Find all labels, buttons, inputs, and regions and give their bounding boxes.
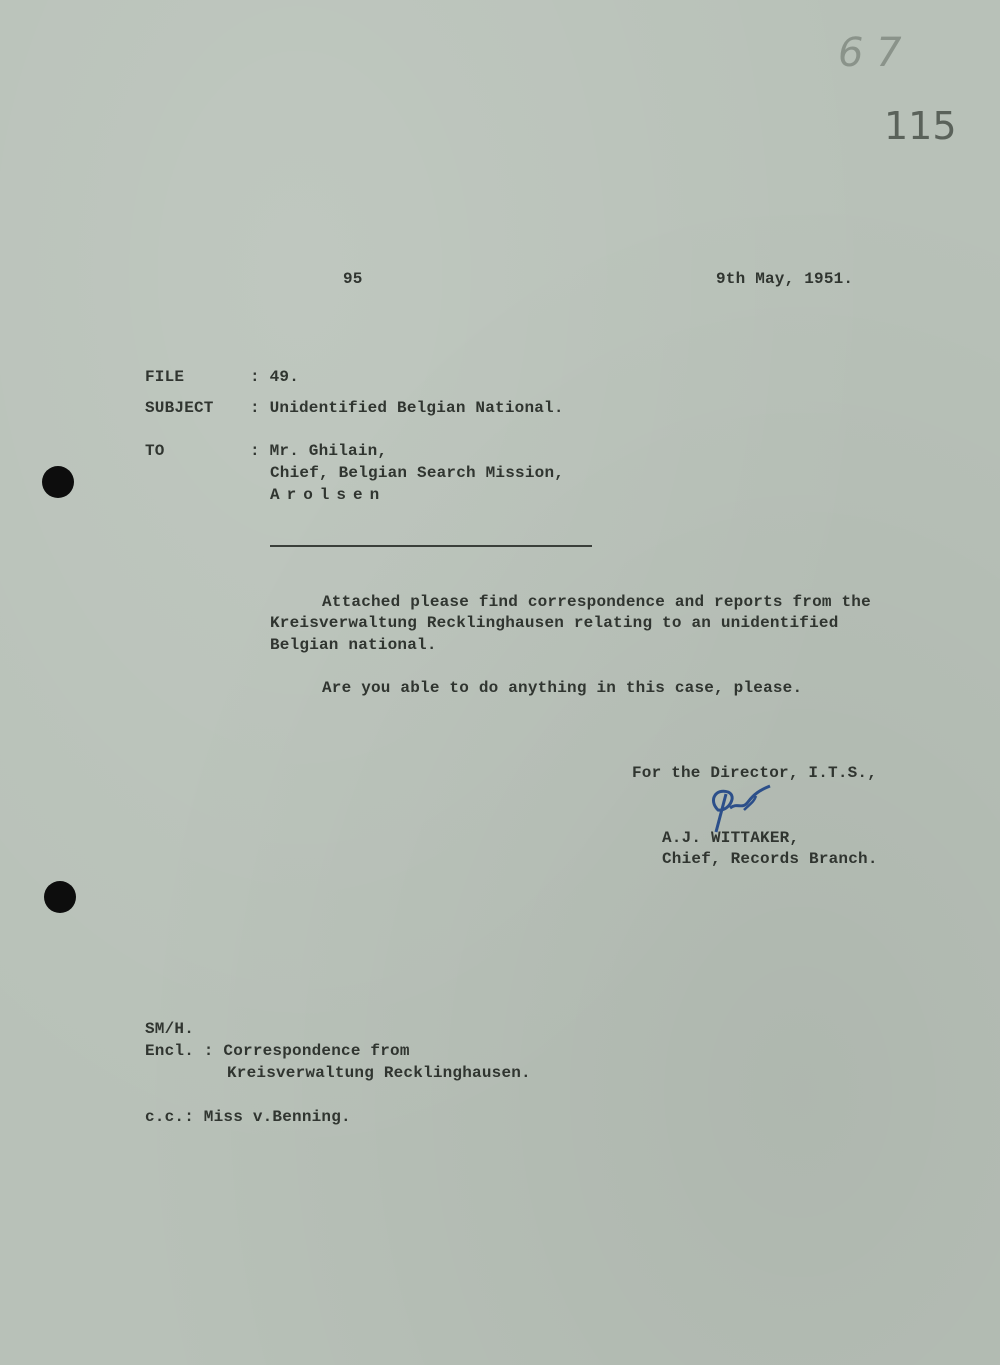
- punch-hole-bottom: [44, 881, 76, 913]
- to-label: TO: [145, 442, 165, 460]
- body-paragraph-1-line-2: Kreisverwaltung Recklinghausen relating to an unidentified: [270, 614, 839, 632]
- folio-number: 115: [884, 104, 957, 148]
- punch-hole-top: [42, 466, 74, 498]
- signatory-name: A.J. WITTAKER,: [662, 829, 800, 847]
- file-label: FILE: [145, 368, 185, 386]
- letter-date: 9th May, 1951.: [716, 270, 854, 288]
- body-paragraph-1-line-1: Attached please find correspondence and reports from the: [322, 593, 871, 611]
- recipient-name: : Mr. Ghilain,: [250, 442, 388, 460]
- divider-line: [270, 545, 592, 547]
- body-paragraph-1-line-3: Belgian national.: [270, 636, 437, 654]
- recipient-title: Chief, Belgian Search Mission,: [270, 464, 565, 482]
- carbon-copy-line: c.c.: Miss v.Benning.: [145, 1108, 351, 1126]
- reference-number: 95: [343, 270, 363, 288]
- file-value: : 49.: [250, 368, 300, 386]
- recipient-location: Arolsen: [270, 486, 387, 504]
- body-paragraph-2: Are you able to do anything in this case, please.: [322, 679, 803, 697]
- typist-initials: SM/H.: [145, 1020, 195, 1038]
- signatory-title: Chief, Records Branch.: [662, 850, 878, 868]
- subject-label: SUBJECT: [145, 399, 214, 417]
- subject-value: : Unidentified Belgian National.: [250, 399, 564, 417]
- signature-for-line: For the Director, I.T.S.,: [632, 764, 878, 782]
- enclosure-line-1: Encl. : Correspondence from: [145, 1042, 410, 1060]
- enclosure-line-2: Kreisverwaltung Recklinghausen.: [227, 1064, 531, 1082]
- handwritten-note: 6 7: [838, 30, 902, 76]
